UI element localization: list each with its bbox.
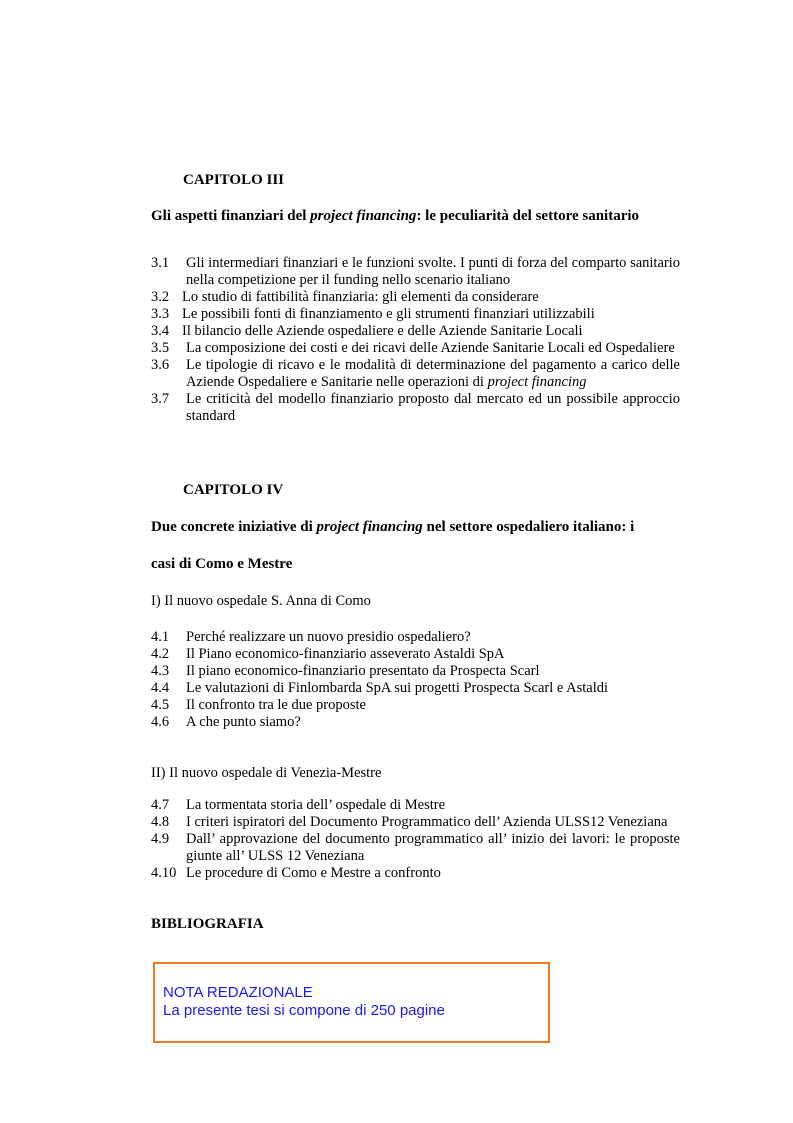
chapter-4-title-part-b: nel settore ospedaliero italiano: i [422, 519, 635, 535]
editorial-note-title: NOTA REDAZIONALE [163, 984, 313, 1001]
toc-text: Le tipologie di ricavo e le modalità di determinazione del pagamento a carico delle Aziende Ospedaliere e Sanitarie nelle operazioni di [186, 357, 680, 390]
toc-item-4-4 [151, 680, 680, 697]
toc-item-4-2 [151, 646, 680, 663]
toc-item-3-5 [151, 340, 680, 357]
toc-number: 3.5 [151, 340, 170, 356]
chapter-4-title-part-a: Due concrete iniziative di [151, 519, 317, 535]
toc-text: Gli intermediari finanziari e le funzioni svolte. I punti di forza del comparto sanitario nella competizione per il funding nello scenario italiano [186, 255, 680, 288]
part-1-toc [151, 629, 680, 731]
toc-item-4-6 [151, 714, 680, 731]
toc-number: 3.7 [151, 391, 170, 407]
toc-item-3-7 [151, 391, 680, 425]
toc-number: 4.9 [151, 831, 170, 847]
toc-text: Dall’ approvazione del documento programmatico all’ inizio dei lavori: le proposte giunte all’ ULSS 12 Veneziana [186, 831, 680, 864]
chapter-4-title-italic: project financing [316, 519, 423, 535]
toc-text: Il piano economico-finanziario presentato da Prospecta Scarl [186, 663, 540, 679]
toc-number: 3.2 [151, 289, 170, 305]
toc-text: Il bilancio delle Aziende ospedaliere e delle Aziende Sanitarie Locali [182, 323, 583, 339]
toc-number: 4.5 [151, 697, 170, 713]
part-2-toc [151, 797, 680, 882]
toc-number: 4.3 [151, 663, 170, 679]
toc-number: 4.2 [151, 646, 170, 662]
toc-item-4-8 [151, 814, 680, 831]
chapter-3-title [151, 208, 639, 225]
toc-item-3-2 [151, 289, 680, 306]
toc-text: Il confronto tra le due proposte [186, 697, 366, 713]
toc-text: Il Piano economico-finanziario asseverato Astaldi SpA [186, 646, 505, 662]
toc-number: 4.6 [151, 714, 170, 730]
toc-text: Le valutazioni di Finlombarda SpA sui progetti Prospecta Scarl e Astaldi [186, 680, 609, 696]
chapter-3-title-part-b: : le peculiarità del settore sanitario [416, 208, 640, 224]
toc-item-3-4 [151, 323, 680, 340]
chapter-3-title-italic: project financing [310, 208, 417, 224]
toc-item-4-7 [151, 797, 680, 814]
toc-item-4-1 [151, 629, 680, 646]
toc-text: I criteri ispiratori del Documento Programmatico dell’ Azienda ULSS12 Veneziana [186, 814, 668, 830]
chapter-3-title-part-a: Gli aspetti finanziari del [151, 208, 311, 224]
toc-number: 3.4 [151, 323, 170, 339]
chapter-4-title-line-2: casi di Como e Mestre [151, 556, 293, 572]
toc-number: 4.4 [151, 680, 170, 696]
chapter-4-label: CAPITOLO IV [183, 482, 284, 498]
editorial-note-box [153, 962, 550, 1043]
toc-text: Lo studio di fattibilità finanziaria: gli elementi da considerare [182, 289, 539, 305]
toc-item-4-3 [151, 663, 680, 680]
toc-text: Le criticità del modello finanziario proposto dal mercato ed un possibile approccio standard [186, 391, 680, 424]
editorial-note-text [163, 984, 445, 1020]
toc-number: 3.3 [151, 306, 170, 322]
toc-text: La tormentata storia dell’ ospedale di Mestre [186, 797, 446, 813]
chapter-3-toc [151, 255, 680, 425]
toc-number: 4.10 [151, 865, 177, 881]
part-1-heading: I) Il nuovo ospedale S. Anna di Como [151, 593, 371, 609]
toc-number: 3.6 [151, 357, 170, 373]
part-2-heading: II) Il nuovo ospedale di Venezia-Mestre [151, 765, 382, 781]
toc-number: 4.1 [151, 629, 170, 645]
toc-item-4-9 [151, 831, 680, 865]
toc-number: 4.8 [151, 814, 170, 830]
toc-text: La composizione dei costi e dei ricavi delle Aziende Sanitarie Locali ed Ospedaliere [186, 340, 675, 356]
toc-text: Perché realizzare un nuovo presidio ospedaliero? [186, 629, 471, 645]
toc-item-3-1 [151, 255, 680, 289]
toc-item-3-6 [151, 357, 680, 391]
toc-item-3-3 [151, 306, 680, 323]
toc-text-italic: project financing [487, 374, 587, 390]
toc-item-4-10 [151, 865, 680, 882]
toc-text: Le possibili fonti di finanziamento e gli strumenti finanziari utilizzabili [182, 306, 595, 322]
toc-text: Le procedure di Como e Mestre a confronto [186, 865, 441, 881]
toc-item-4-5 [151, 697, 680, 714]
chapter-4-title [151, 519, 634, 536]
toc-number: 4.7 [151, 797, 170, 813]
bibliography-heading: BIBLIOGRAFIA [151, 916, 264, 932]
chapter-3-label: CAPITOLO III [183, 172, 285, 188]
editorial-note-body: La presente tesi si compone di 250 pagine [163, 1002, 445, 1019]
toc-text: A che punto siamo? [186, 714, 301, 730]
toc-number: 3.1 [151, 255, 170, 271]
